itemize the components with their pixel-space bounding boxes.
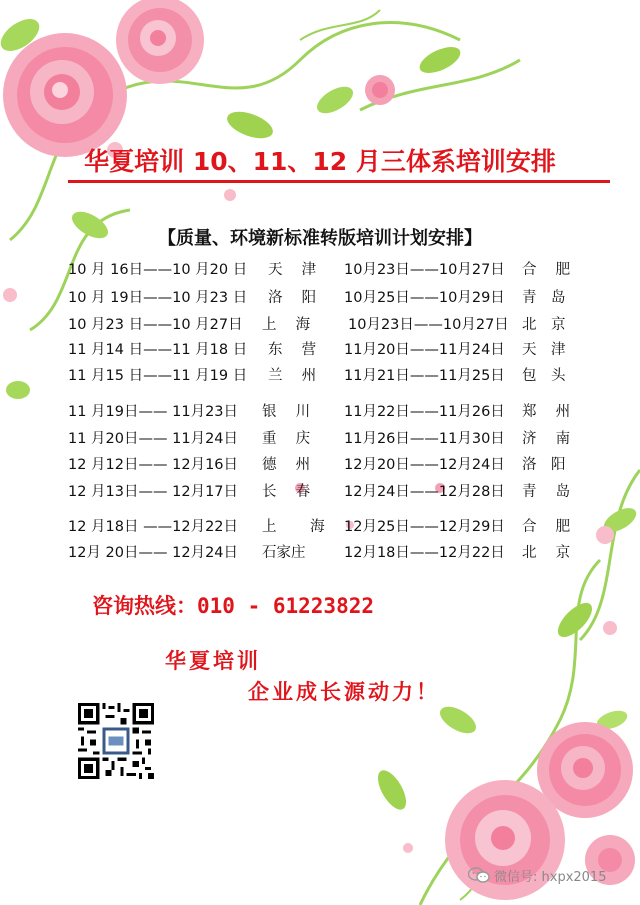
right-date-range: 11月26日——11月30日: [344, 431, 505, 447]
left-date-range: 12 月18日 ——12月22日: [68, 519, 239, 535]
brand-name: 华夏培训: [165, 649, 261, 673]
schedule-row: [0, 541, 640, 563]
right-city: 青 岛: [522, 484, 571, 500]
right-city: 合 肥: [522, 262, 571, 278]
title-divider: [68, 180, 610, 183]
right-city: 青 岛: [522, 290, 566, 306]
right-city: 洛 阳: [522, 457, 566, 473]
left-date-range: 11 月19日—— 11月23日: [68, 404, 239, 420]
left-city: 洛 阳: [268, 290, 317, 306]
schedule-row: [0, 480, 640, 502]
right-date-range: 12月18日——12月22日: [344, 545, 505, 561]
schedule-row: [0, 258, 640, 280]
right-date-range: 10月25日——10月29日: [344, 290, 505, 306]
right-date-range: 11月20日——11月24日: [344, 342, 505, 358]
left-date-range: 11 月14 日——11 月18 日: [68, 342, 248, 358]
right-date-range: 12月20日——12月24日: [344, 457, 505, 473]
qr-code-icon[interactable]: [76, 703, 156, 779]
left-city: 兰 州: [268, 368, 317, 384]
left-city: 上 海: [262, 519, 325, 535]
schedule-row: [0, 364, 640, 386]
right-date-range: 11月21日——11月25日: [344, 368, 505, 384]
right-city: 合 肥: [522, 519, 571, 535]
right-city: 北 京: [522, 545, 571, 561]
left-date-range: 11 月20日—— 11月24日: [68, 431, 239, 447]
right-city: 天 津: [522, 342, 566, 358]
left-city: 长 春: [262, 484, 311, 500]
left-city: 德 州: [262, 457, 311, 473]
schedule-row: [0, 286, 640, 308]
left-city: 石家庄: [262, 545, 306, 561]
right-date-range: 10月23日——10月27日: [344, 262, 505, 278]
left-city: 东 营: [268, 342, 317, 358]
page-title: 华夏培训 10、11、12 月三体系培训安排: [84, 147, 556, 176]
left-date-range: 10 月 16日——10 月20 日: [68, 262, 248, 278]
schedule-row: [0, 400, 640, 422]
left-date-range: 12 月13日—— 12月17日: [68, 484, 239, 500]
right-date-range: 10月23日——10月27日: [348, 317, 509, 333]
left-city: 上 海: [262, 317, 311, 333]
brand-slogan: 企业成长源动力！: [248, 680, 440, 704]
left-date-range: 10 月23 日——10 月27日: [68, 317, 243, 333]
right-city: 北 京: [522, 317, 566, 333]
left-city: 银 川: [262, 404, 311, 420]
schedule-row: [0, 338, 640, 360]
right-date-range: 12月25日——12月29日: [344, 519, 505, 535]
schedule-row: [0, 427, 640, 449]
right-city: 济 南: [522, 431, 571, 447]
schedule-row: [0, 453, 640, 475]
consult-hotline: 咨询热线：010 - 61223822: [92, 594, 375, 618]
schedule-row: [0, 313, 640, 335]
left-date-range: 11 月15 日——11 月19 日: [68, 368, 248, 384]
section-subtitle: 【质量、环境新标准转版培训计划安排】: [158, 228, 482, 249]
right-date-range: 12月24日——12月28日: [344, 484, 505, 500]
schedule-row: [0, 515, 640, 537]
wechat-watermark: [468, 865, 606, 885]
right-city: 包 头: [522, 368, 566, 384]
wechat-icon: [468, 867, 490, 883]
right-date-range: 11月22日——11月26日: [344, 404, 505, 420]
left-date-range: 10 月 19日——10 月23 日: [68, 290, 248, 306]
right-city: 郑 州: [522, 404, 571, 420]
wechat-id: 微信号: hxpx2015: [494, 869, 607, 885]
left-city: 重 庆: [262, 431, 311, 447]
left-date-range: 12 月12日—— 12月16日: [68, 457, 239, 473]
left-date-range: 12月 20日—— 12月24日: [68, 545, 239, 561]
left-city: 天 津: [268, 262, 317, 278]
